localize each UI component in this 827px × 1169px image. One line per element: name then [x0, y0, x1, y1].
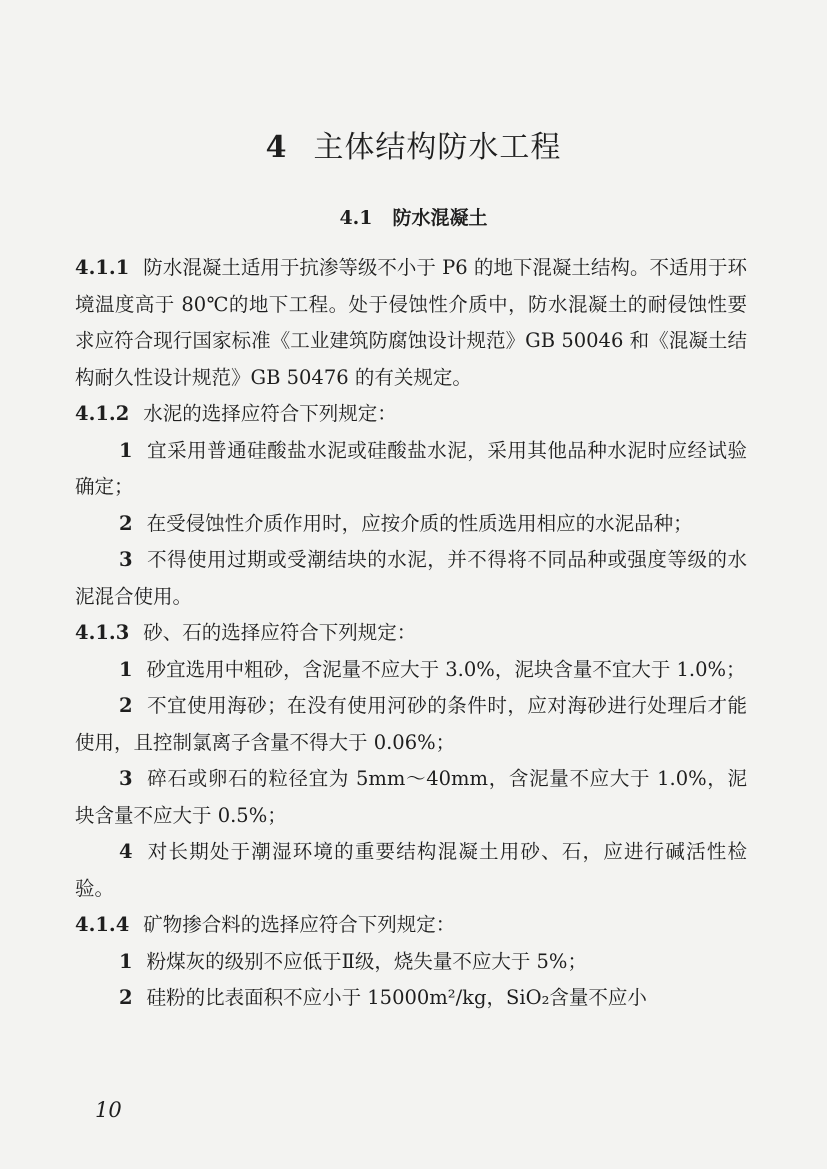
chapter-heading: [0, 122, 827, 166]
list-item: [75, 433, 747, 506]
item-text: 硅粉的比表面积不应小于 15000m²/kg，SiO₂含量不应小: [146, 986, 647, 1009]
clause-number: 4.1.1: [75, 256, 130, 279]
clause-4-1-1: [75, 250, 747, 396]
clause-text: 防水混凝土适用于抗渗等级不小于 P6 的地下混凝土结构。不适用于环境温度高于 80℃的地下工程。处于侵蚀性介质中，防水混凝土的耐侵蚀性要求应符合现行国家标准《工业建筑防腐蚀设计规范》GB 50046 和《混凝土结构耐久性设计规范》GB 50476 的有关规定。: [75, 256, 747, 389]
clause-text: 水泥的选择应符合下列规定：: [143, 402, 397, 425]
item-number: 3: [119, 767, 133, 790]
item-number: 2: [119, 986, 133, 1009]
item-number: 3: [119, 548, 133, 571]
clause-text: 矿物掺合料的选择应符合下列规定：: [143, 913, 456, 936]
section-number: 4.1: [339, 207, 373, 229]
list-item: [75, 542, 747, 615]
item-number: 1: [119, 657, 133, 681]
item-text: 不宜使用海砂；在没有使用河砂的条件时，应对海砂进行处理后才能使用，且控制氯离子含量不得大于 0.06%；: [75, 694, 747, 754]
section-title: 防水混凝土: [392, 207, 488, 229]
list-item: [75, 506, 747, 543]
item-number: 1: [119, 438, 133, 462]
item-text: 在受侵蚀性介质作用时，应按介质的性质选用相应的水泥品种；: [146, 511, 693, 535]
item-number: 4: [119, 840, 133, 863]
clause-4-1-3: [75, 615, 747, 652]
item-text: 宜采用普通硅酸盐水泥或硅酸盐水泥，采用其他品种水泥时应经试验确定；: [75, 438, 747, 498]
clause-number: 4.1.2: [75, 402, 130, 425]
clause-4-1-2: [75, 396, 747, 433]
list-item: [75, 688, 747, 761]
clause-number: 4.1.4: [75, 913, 130, 936]
item-text: 对长期处于潮湿环境的重要结构混凝土用砂、石，应进行碱活性检验。: [75, 840, 747, 900]
item-text: 不得使用过期或受潮结块的水泥，并不得将不同品种或强度等级的水泥混合使用。: [75, 548, 747, 608]
item-text: 粉煤灰的级别不应低于Ⅱ级，烧失量不应大于 5%；: [146, 949, 587, 973]
chapter-title: 主体结构防水工程: [313, 130, 562, 165]
list-item: [75, 652, 747, 689]
list-item: [75, 834, 747, 907]
chapter-number: 4: [265, 130, 288, 165]
item-number: 2: [119, 694, 133, 717]
list-item: [75, 980, 747, 1017]
body-text: [75, 250, 747, 1017]
list-item: [75, 944, 747, 981]
list-item: [75, 761, 747, 834]
clause-text: 砂、石的选择应符合下列规定：: [143, 621, 417, 644]
clause-4-1-4: [75, 907, 747, 944]
page-number: 10: [95, 1098, 122, 1122]
item-text: 砂宜选用中粗砂，含泥量不应大于 3.0%，泥块含量不宜大于 1.0%；: [146, 657, 746, 681]
section-heading: [0, 203, 827, 230]
item-number: 1: [119, 949, 133, 973]
item-text: 碎石或卵石的粒径宜为 5mm～40mm，含泥量不应大于 1.0%，泥块含量不应大于 0.5%；: [75, 767, 747, 827]
item-number: 2: [119, 511, 133, 535]
clause-number: 4.1.3: [75, 621, 130, 644]
